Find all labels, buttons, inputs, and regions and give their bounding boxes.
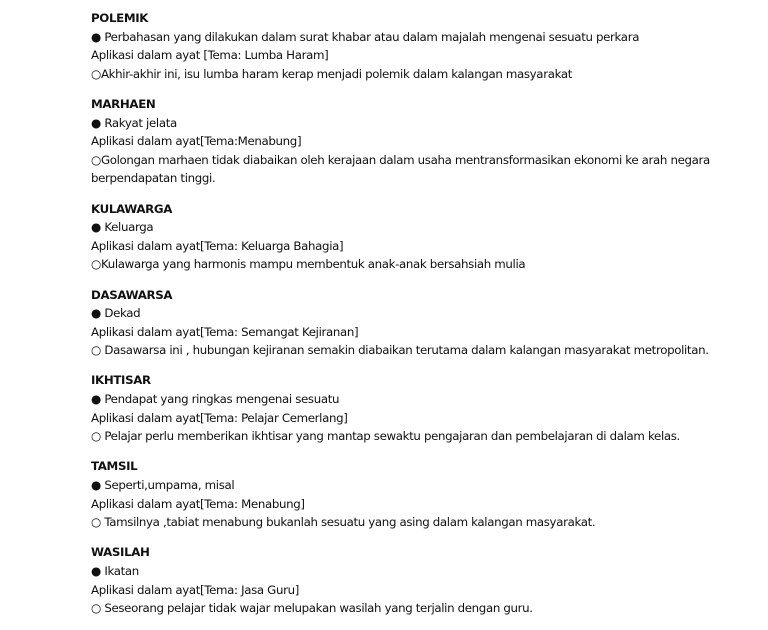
entry-wasilah <box>91 543 751 617</box>
document-body <box>91 9 751 629</box>
entry-example: ○ Seseorang pelajar tidak wajar melupakan wasilah yang terjalin dengan guru. <box>91 601 533 616</box>
entry-example: ○Akhir-akhir ini, isu lumba haram kerap menjadi polemik dalam kalangan masyarakat <box>91 66 572 81</box>
entry-dasawarsa <box>91 286 751 360</box>
entry-example: ○Golongan marhaen tidak diabaikan oleh kerajaan dalam usaha mentransformasikan ekonomi ke arah negara berpendapatan tinggi. <box>91 152 710 186</box>
entry-theme: Aplikasi dalam ayat[Tema: Pelajar Cemerlang] <box>91 410 348 425</box>
entry-meaning: ● Seperti,umpama, misal <box>91 478 235 493</box>
entry-meaning: ● Perbahasan yang dilakukan dalam surat khabar atau dalam majalah mengenai sesuatu perkara <box>91 29 640 44</box>
entry-polemik <box>91 9 751 83</box>
entry-example: ○ Tamsilnya ,tabiat menabung bukanlah sesuatu yang asing dalam kalangan masyarakat. <box>91 515 596 530</box>
entry-theme: Aplikasi dalam ayat[Tema: Menabung] <box>91 496 305 511</box>
entry-meaning: ● Rakyat jelata <box>91 115 177 130</box>
entry-meaning: ● Keluarga <box>91 220 154 235</box>
entry-example: ○Kulawarga yang harmonis mampu membentuk anak-anak bersahsiah mulia <box>91 257 526 272</box>
entry-word: IKHTISAR <box>91 373 151 388</box>
entry-word: MARHAEN <box>91 96 156 111</box>
entry-theme: Aplikasi dalam ayat[Tema: Semangat Kejiranan] <box>91 324 359 339</box>
entry-ikhtisar <box>91 371 751 445</box>
entry-example: ○ Dasawarsa ini , hubungan kejiranan semakin diabaikan terutama dalam kalangan masyarakat metropolitan. <box>91 343 709 358</box>
entry-word: POLEMIK <box>91 11 149 25</box>
entry-marhaen <box>91 95 751 188</box>
entry-word: DASAWARSA <box>91 287 173 302</box>
entry-example: ○ Pelajar perlu memberikan ikhtisar yang mantap sewaktu pengajaran dan pembelajaran di dalam kelas. <box>91 429 680 444</box>
entry-word: KULAWARGA <box>91 201 172 216</box>
entry-meaning: ● Dekad <box>91 306 141 321</box>
entry-word: WASILAH <box>91 545 150 560</box>
entry-meaning: ● Ikatan <box>91 564 139 578</box>
entry-kulawarga <box>91 200 751 274</box>
entry-theme: Aplikasi dalam ayat [Tema: Lumba Haram] <box>91 48 329 63</box>
entry-word: TAMSIL <box>91 459 138 474</box>
entry-theme: Aplikasi dalam ayat[Tema:Menabung] <box>91 134 302 149</box>
entry-tamsil <box>91 457 751 531</box>
entry-meaning: ● Pendapat yang ringkas mengenai sesuatu <box>91 392 340 407</box>
entry-theme: Aplikasi dalam ayat[Tema: Keluarga Bahagia] <box>91 238 344 253</box>
entry-theme: Aplikasi dalam ayat[Tema: Jasa Guru] <box>91 582 299 597</box>
